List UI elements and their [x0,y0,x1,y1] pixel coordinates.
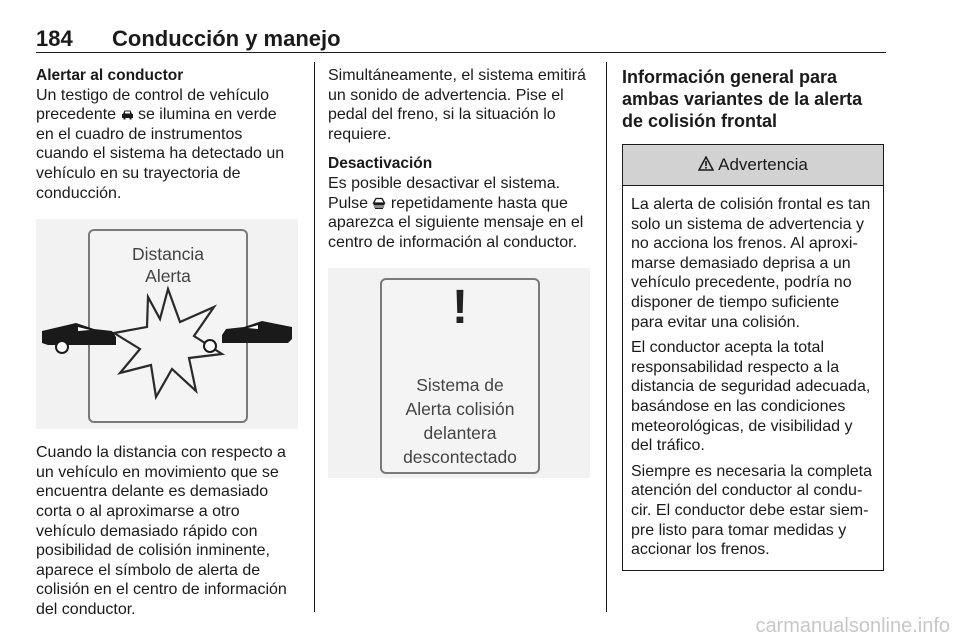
warning-title: Advertencia [718,155,808,175]
paragraph [36,86,298,204]
column-divider [606,62,607,612]
warning-paragraph: La alerta de colisión frontal es tan solo un sistema de advertencia y no acciona los frenos. Al aproximarse demasiado deprisa a un vehículo precedente, podría no disponer de tiempo suficiente para evitar una colisión. [631,196,871,331]
display-text: Distancia [132,244,204,265]
text: se ilumina en verde en el cuadro de instrumentos cuando el sistema ha detectado un vehículo en su trayectoria de conducción. [36,106,285,202]
column-left [36,66,298,620]
text: Pulse [328,194,373,212]
watermark: carmanualsonline.info [755,615,950,637]
paragraph: Es posible desactivar el sistema. [328,174,561,192]
page-number: 184 [36,26,73,51]
following-distance-button-icon [372,195,386,212]
paragraph [328,194,590,253]
car-left-icon [42,323,116,353]
deactivated-message-figure [328,268,590,478]
text: Un testigo de control de vehículo precedente [36,86,270,124]
collision-star-icon [36,219,298,429]
warning-box [622,144,884,571]
display-text: Alerta [145,266,191,287]
vehicle-ahead-icon [121,106,134,123]
car-right-icon [204,321,292,352]
section-heading-driver-alert: Alertar al conductor [36,67,184,84]
display-text: delantera [423,423,497,444]
exclamation-icon: ! [452,281,468,335]
page-header [36,20,886,53]
display-text: Alerta colisión [405,399,515,420]
text: repetidamente hasta que aparezca el siguiente mensaje en el centro de información al conductor. [328,194,584,251]
display-text: descontectado [403,447,517,468]
chapter-title: Conducción y manejo [112,26,341,51]
column-middle [328,66,590,492]
paragraph: Simultáneamente, el sistema emitirá un sonido de advertencia. Pise el pedal del freno, si la situación lo requiere. [328,67,586,143]
section-heading-deactivation: Desactivación [328,155,433,173]
driver-info-display [380,278,540,474]
warning-body [623,186,883,570]
display-text: Sistema de [416,375,504,396]
warning-paragraph: Siempre es necesaria la completa atención del conductor al conducir. El conductor debe estar siempre listo para tomar medidas y accionar los frenos. [631,462,873,559]
warning-header [623,145,883,186]
section-heading-general-info: Información general para ambas variantes de la alerta de colisión frontal [622,67,863,131]
warning-triangle-icon [698,155,714,175]
warning-paragraph: El conductor acepta la total responsabilidad respecto a la distancia de seguridad adecuada, basándose en las condiciones meteorológicas, de visibilidad y del tráfico. [631,339,871,455]
column-right [622,66,886,571]
collision-alert-figure [36,219,298,429]
paragraph: Cuando la distancia con respecto a un vehículo en movimiento que se encuentra delante es demasiado corta o al aproximarse a otro vehículo demasiado rápido con posibilidad de colisión inminente, aparece el símbolo de alerta de colisión en el centro de información del conductor. [36,444,287,618]
column-divider [314,62,315,612]
